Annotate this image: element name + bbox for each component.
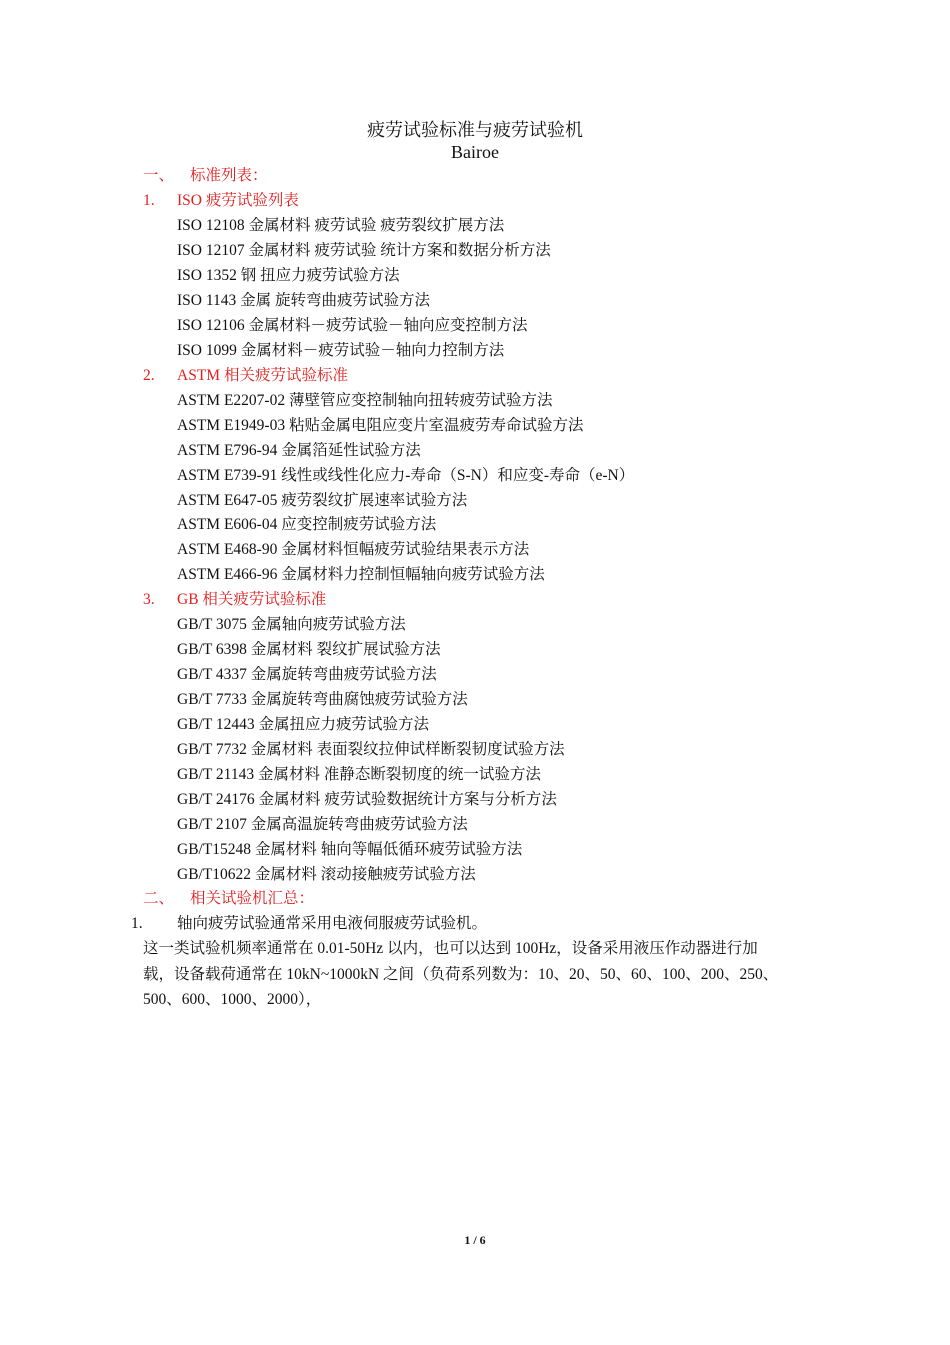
- section-heading-standards: [143, 166, 268, 186]
- paragraph-line: 500、600、1000、2000），: [143, 991, 322, 1008]
- list-item: GB/T 2107 金属高温旋转弯曲疲劳试验方法: [177, 816, 468, 833]
- list-item: ASTM E606-04 应变控制疲劳试验方法: [177, 516, 437, 533]
- list-item: GB/T 12443 金属扭应力疲劳试验方法: [177, 716, 430, 733]
- list-item: ISO 1143 金属 旋转弯曲疲劳试验方法: [177, 292, 431, 309]
- list-item: GB/T15248 金属材料 轴向等幅低循环疲劳试验方法: [177, 841, 523, 858]
- list-item: GB/T 24176 金属材料 疲劳试验数据统计方案与分析方法: [177, 791, 557, 808]
- machine-item-heading: [131, 914, 487, 934]
- section-label: 相关试验机汇总：: [190, 890, 315, 907]
- subheading-label: ASTM 相关疲劳试验标准: [177, 367, 348, 384]
- list-item: GB/T 4337 金属旋转弯曲疲劳试验方法: [177, 666, 437, 683]
- list-item: ASTM E468-90 金属材料恒幅疲劳试验结果表示方法: [177, 541, 530, 558]
- list-item: ASTM E647-05 疲劳裂纹扩展速率试验方法: [177, 492, 468, 509]
- list-item: GB/T 7732 金属材料 表面裂纹拉伸试样断裂韧度试验方法: [177, 741, 565, 758]
- list-item: GB/T 21143 金属材料 准静态断裂韧度的统一试验方法: [177, 766, 541, 783]
- list-item: ISO 12106 金属材料－疲劳试验－轴向应变控制方法: [177, 317, 528, 334]
- subheading-label: GB 相关疲劳试验标准: [177, 591, 327, 608]
- subheading-astm: [143, 366, 348, 386]
- list-item: ASTM E796-94 金属箔延性试验方法: [177, 442, 421, 459]
- section-number: 二、: [143, 890, 175, 907]
- list-item: GB/T 3075 金属轴向疲劳试验方法: [177, 616, 406, 633]
- item-label: 轴向疲劳试验通常采用电液伺服疲劳试验机。: [177, 915, 488, 932]
- paragraph-line: 载，设备载荷通常在 10kN~1000kN 之间（负荷系列数为：10、20、50、60、100、200、250、: [143, 966, 779, 983]
- list-item: ASTM E2207-02 薄壁管应变控制轴向扭转疲劳试验方法: [177, 392, 553, 409]
- paragraph-line: 这一类试验机频率通常在 0.01-50Hz 以内，也可以达到 100Hz，设备采用液压作动器进行加: [143, 940, 758, 957]
- section-label: 标准列表：: [190, 167, 268, 184]
- item-number: 1.: [131, 915, 143, 932]
- list-item: GB/T 6398 金属材料 裂纹扩展试验方法: [177, 641, 441, 658]
- subheading-number: 1.: [143, 192, 155, 209]
- list-item: ASTM E466-96 金属材料力控制恒幅轴向疲劳试验方法: [177, 566, 545, 583]
- section-number: 一、: [143, 167, 175, 184]
- list-item: ASTM E1949-03 粘贴金属电阻应变片室温疲劳寿命试验方法: [177, 417, 584, 434]
- subheading-number: 2.: [143, 367, 155, 384]
- document-subtitle: Bairoe: [451, 142, 499, 162]
- list-item: ISO 12107 金属材料 疲劳试验 统计方案和数据分析方法: [177, 242, 551, 259]
- page-number: 1 / 6: [464, 1233, 486, 1247]
- list-item: GB/T 7733 金属旋转弯曲腐蚀疲劳试验方法: [177, 691, 468, 708]
- list-item: ISO 1352 钢 扭应力疲劳试验方法: [177, 267, 400, 284]
- subheading-number: 3.: [143, 591, 155, 608]
- list-item: ISO 12108 金属材料 疲劳试验 疲劳裂纹扩展方法: [177, 217, 505, 234]
- list-item: GB/T10622 金属材料 滚动接触疲劳试验方法: [177, 866, 476, 883]
- section-heading-machines: [143, 889, 314, 909]
- subheading-label: ISO 疲劳试验列表: [177, 192, 299, 209]
- subheading-iso: [143, 191, 299, 211]
- list-item: ISO 1099 金属材料－疲劳试验－轴向力控制方法: [177, 342, 505, 359]
- document-title: 疲劳试验标准与疲劳试验机: [367, 120, 583, 140]
- subheading-gb: [143, 590, 326, 610]
- list-item: ASTM E739-91 线性或线性化应力-寿命（S-N）和应变-寿命（e-N）: [177, 467, 635, 484]
